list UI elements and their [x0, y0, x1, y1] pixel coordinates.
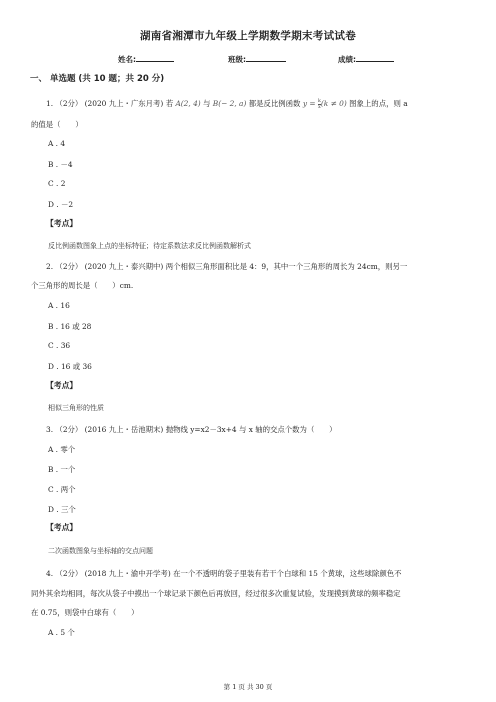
question-3-line-1 — [46, 423, 337, 436]
question-text: 与 — [203, 99, 211, 108]
kaodian-label: 【考点】 — [46, 523, 78, 532]
question-text: 在一个不透明的袋子里装有若干个白球和 15 个黄球，这些球除颜色不 — [173, 569, 402, 578]
class-field — [228, 53, 286, 65]
question-number: 3. — [46, 425, 54, 434]
question-source: (2018 九上・渝中开学考) — [84, 569, 171, 578]
score-label: 成绩: — [338, 55, 356, 64]
kaodian-tag: 二次函数图象与坐标轴的交点问题 — [48, 547, 153, 555]
question-points: （2分） — [55, 569, 83, 578]
question-source: (2016 九上・岳池期末) — [84, 425, 164, 434]
class-label: 班级: — [228, 55, 246, 64]
page-footer: 第 1 页 共 30 页 — [223, 683, 273, 691]
option-d: D . －2 — [48, 200, 74, 209]
question-text: 都是反比例函数 — [248, 99, 301, 108]
question-text: 两个相似三角形面积比是 4：9，其中一个三角形的周长为 24cm，则另一 — [165, 262, 408, 271]
section-title: 一、 单选题 (共 10 题；共 20 分) — [30, 74, 165, 84]
option-c: C . 两个 — [48, 485, 76, 494]
kaodian-label: 【考点】 — [46, 219, 78, 228]
class-blank — [246, 53, 286, 62]
score-blank — [356, 53, 394, 62]
question-number: 1. — [46, 99, 54, 108]
question-4-line-2: 同外其余均相同，每次从袋子中摸出一个球记录下颜色后再放回，经过很多次重复试验，发现摸到黄球的频率稳定 — [31, 589, 401, 598]
name-field — [118, 53, 174, 65]
math-condition: (k ≠ 0) — [320, 99, 347, 108]
math-function: y = — [302, 99, 318, 108]
question-1-line-1 — [46, 97, 408, 110]
question-2-line-1 — [46, 260, 407, 273]
kaodian-tag: 相似三角形的性质 — [48, 404, 104, 412]
option-b: B . 一个 — [48, 465, 76, 474]
question-source: (2020 九上・泰兴期中) — [84, 262, 164, 271]
question-text: 图象上的点，则 a — [349, 99, 408, 108]
question-number: 4. — [46, 569, 54, 578]
question-4-line-3: 在 0.75，则袋中白球有（ ） — [31, 608, 139, 617]
question-text: 抛物线 y=x2－3x+4 与 x 轴的交点个数为（ ） — [165, 425, 337, 434]
option-a: A . 5 个 — [48, 628, 75, 637]
math-point-a: A(2, 4) — [175, 99, 201, 108]
question-4-line-1 — [46, 567, 402, 580]
question-points: （2分） — [55, 425, 83, 434]
option-d: D . 16 或 36 — [48, 362, 92, 371]
question-source: (2020 九上・广东月考) — [84, 99, 164, 108]
fraction-numerator: k — [317, 97, 321, 104]
kaodian-tag: 反比例函数图象上点的坐标特征；待定系数法求反比例函数解析式 — [48, 242, 251, 250]
option-a: A . 16 — [48, 301, 70, 310]
name-blank — [136, 53, 174, 62]
option-a: A . 零个 — [48, 445, 76, 454]
option-d: D . 三个 — [48, 505, 76, 514]
option-c: C . 2 — [48, 179, 66, 188]
score-field — [338, 53, 394, 65]
math-point-b: B(− 2, a) — [212, 99, 247, 108]
question-text: 若 — [165, 99, 174, 108]
name-label: 姓名: — [118, 55, 136, 64]
question-points: （2分） — [55, 99, 83, 108]
question-2-line-2: 个三角形的周长是（ ）cm. — [31, 281, 134, 290]
question-points: （2分） — [55, 262, 83, 271]
option-a: A . 4 — [48, 139, 66, 148]
option-b: B . －4 — [48, 160, 73, 169]
option-c: C . 36 — [48, 341, 71, 350]
option-b: B . 16 或 28 — [48, 322, 92, 331]
fraction-denominator: x — [317, 103, 321, 110]
kaodian-label: 【考点】 — [46, 381, 78, 390]
question-number: 2. — [46, 262, 54, 271]
exam-title: 湖南省湘潭市九年级上学期数学期末考试试卷 — [140, 30, 356, 42]
question-1-line-2: 的值是（ ） — [31, 120, 83, 129]
